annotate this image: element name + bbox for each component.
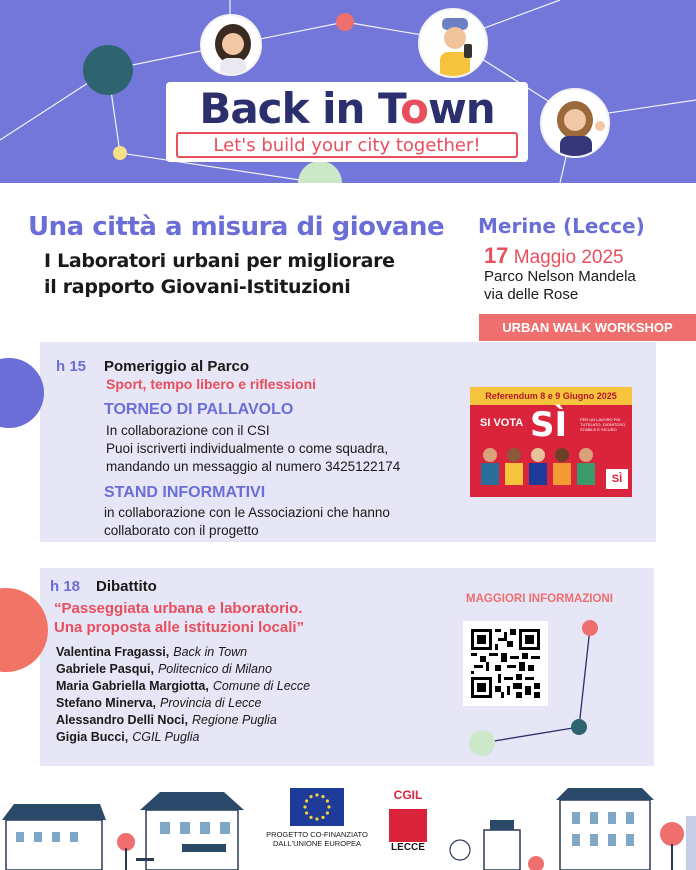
referendum-poster: [470, 387, 632, 497]
event-city: Merine (Lecce): [478, 214, 645, 238]
volleyball-tournament-title: TORNEO DI PALLAVOLO: [104, 401, 294, 418]
volleyball-tournament-text: In collaborazione con il CSI Puoi iscriverti individualmente o come squadra, mandando un messaggio al numero 3425122174: [106, 423, 401, 474]
eu-funding-text: PROGETTO CO-FINANZIATO DALL'UNIONE EUROPEA: [266, 830, 368, 848]
slot-title-debate: Dibattito: [96, 578, 157, 595]
eu-flag-icon: [290, 788, 344, 826]
event-place: Parco Nelson Mandela via delle Rose: [484, 268, 636, 303]
avatar-man-phone: [418, 8, 488, 78]
event-date: 17 Maggio 2025: [484, 243, 624, 268]
time-15: h 15: [56, 358, 87, 375]
referendum-vota: SI VOTA: [480, 417, 524, 429]
slot-tag-sport: Sport, tempo libero e riflessioni: [106, 376, 317, 392]
main-title: Una città a misura di giovane: [28, 212, 445, 242]
more-info-label: MAGGIORI INFORMAZIONI: [466, 593, 613, 605]
qr-code[interactable]: [463, 621, 548, 706]
speaker: Stefano Minerva, Provincia di Lecce: [56, 696, 262, 710]
logo-title: Back in Town: [199, 84, 495, 133]
footer: [0, 770, 696, 870]
referendum-si: SÌ: [530, 405, 568, 445]
back-in-town-logo: [166, 82, 528, 162]
subtitle: I Laboratori urbani per migliorare il rapporto Giovani-Istituzioni: [44, 250, 395, 298]
speaker: Alessandro Delli Noci, Regione Puglia: [56, 713, 277, 727]
logo-subtitle: Let's build your city together!: [213, 135, 481, 156]
qr-code-icon: [471, 629, 540, 698]
logo-subtitle-frame: [176, 132, 518, 158]
speaker: Gigia Bucci, CGIL Puglia: [56, 730, 200, 744]
time-18: h 18: [50, 578, 81, 595]
workshop-badge: URBAN WALK WORKSHOP: [479, 314, 696, 341]
cgil-lecce-logo: CGIL LECCE: [389, 788, 427, 853]
speakers-list: [56, 645, 310, 747]
city-buildings-illustration: [0, 770, 696, 870]
map-pin-icon: o: [400, 84, 428, 133]
cgil-flag-icon: [389, 802, 427, 842]
referendum-header: Referendum 8 e 9 Giugno 2025: [470, 387, 632, 405]
info-stands-text: in collaborazione con le Associazioni che hanno collaborato con il progetto: [104, 505, 390, 538]
debate-quote: “Passeggiata urbana e laboratorio. Una proposta alle istituzioni locali”: [54, 600, 305, 636]
avatar-woman-wave: [540, 88, 610, 158]
avatar-woman-1: [200, 14, 262, 76]
speaker: Valentina Fragassi, Back in Town: [56, 645, 248, 659]
info-stands-title: STAND INFORMATIVI: [104, 484, 266, 501]
slot-title-park: Pomeriggio al Parco: [104, 358, 250, 375]
referendum-logo: SÌ: [606, 469, 628, 489]
header-banner: [0, 0, 696, 183]
people-illustration: [476, 445, 626, 485]
speaker: Gabriele Pasqui, Politecnico di Milano: [56, 662, 272, 676]
speaker: Maria Gabriella Margiotta, Comune di Lecce: [56, 679, 311, 693]
referendum-slogan: PER UN LAVORO PIÙ TUTELATO, DIGNITOSO, STABILE E SICURO: [580, 417, 627, 432]
decorative-circle: [0, 358, 44, 428]
